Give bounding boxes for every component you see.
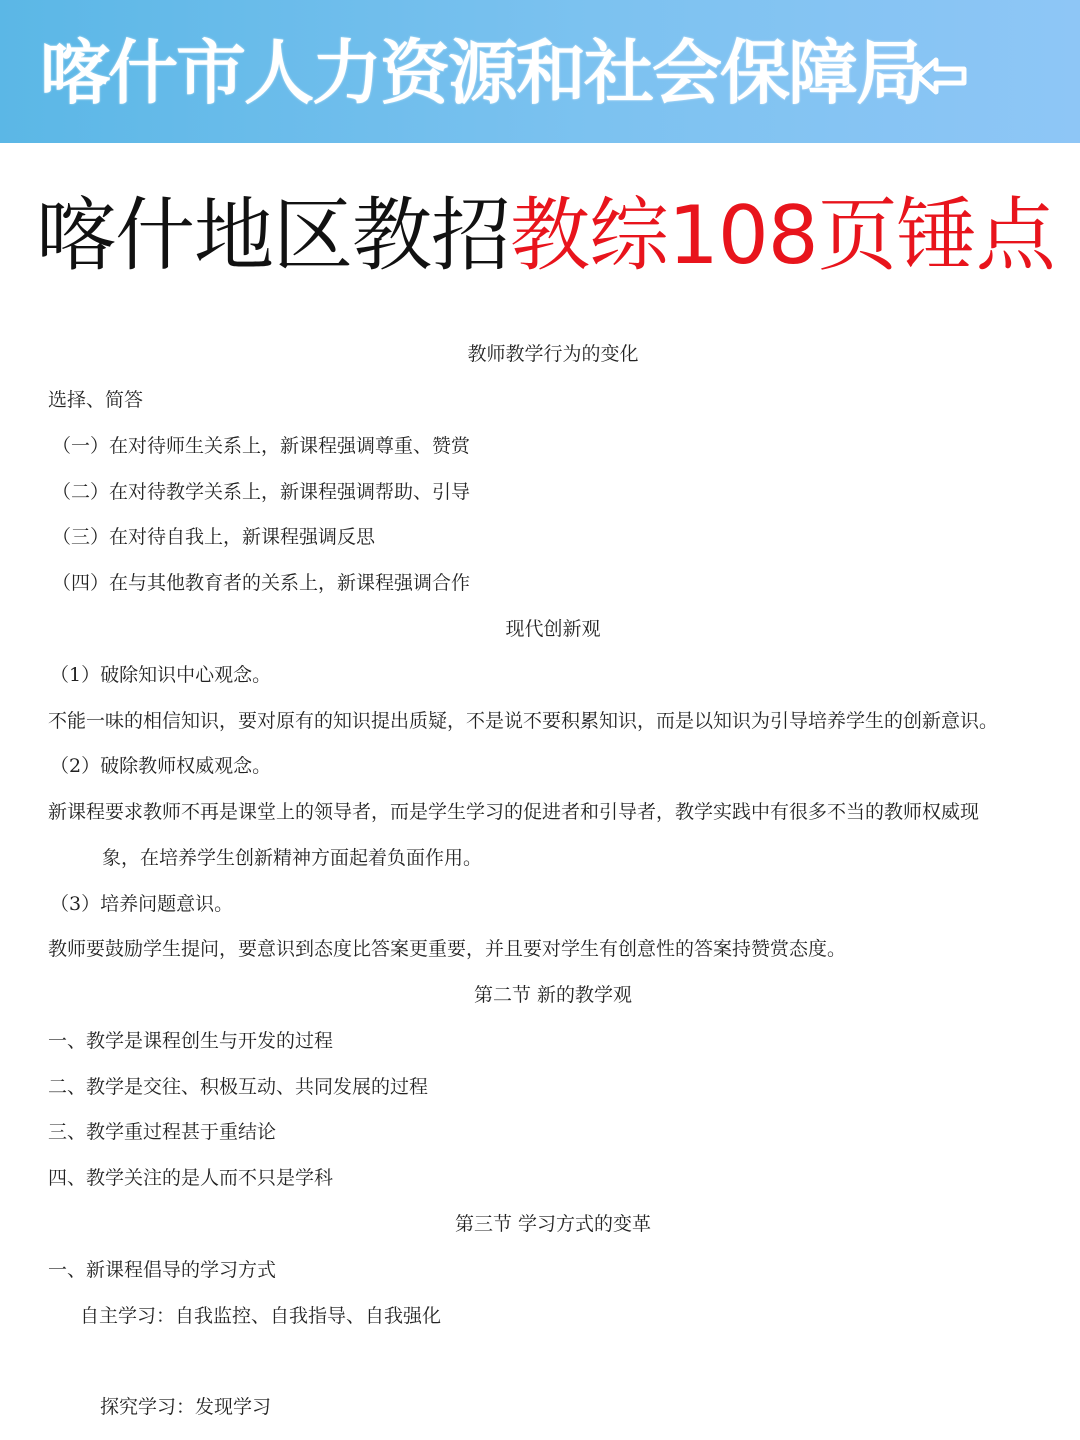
section-heading: 现代创新观 <box>505 618 601 640</box>
point-title: （3）培养问题意识。 <box>50 893 234 915</box>
paragraph: 教师要鼓励学生提问，要意识到态度比答案更重要，并且要对学生有创意性的答案持赞赏态度。 <box>48 938 847 960</box>
headline <box>36 186 1055 286</box>
headline-black: 喀什地区教招 <box>36 189 510 282</box>
banner-title: 喀什市人力资源和社会保障局 <box>40 32 924 114</box>
list-item: 一、新课程倡导的学习方式 <box>48 1259 277 1281</box>
paragraph: 不能一味的相信知识，要对原有的知识提出质疑，不是说不要积累知识，而是以知识为引导培养学生的创新意识。 <box>48 710 999 732</box>
list-item: 一、教学是课程创生与开发的过程 <box>48 1030 334 1052</box>
list-item: （二）在对待教学关系上，新课程强调帮助、引导 <box>52 481 471 503</box>
list-item: 三、教学重过程甚于重结论 <box>48 1121 277 1143</box>
list-item: 四、教学关注的是人而不只是学科 <box>48 1167 334 1189</box>
paragraph-continued: 象，在培养学生创新精神方面起着负面作用。 <box>102 847 483 869</box>
section-heading: 教师教学行为的变化 <box>467 343 639 365</box>
list-item: （四）在与其他教育者的关系上，新课程强调合作 <box>52 572 471 594</box>
banner <box>0 0 1080 143</box>
section-heading: 第三节 学习方式的变革 <box>454 1213 652 1235</box>
section-heading: 第二节 新的教学观 <box>473 984 633 1006</box>
list-item: （一）在对待师生关系上，新课程强调尊重、赞赏 <box>52 435 471 457</box>
list-item: 二、教学是交往、积极互动、共同发展的过程 <box>48 1076 429 1098</box>
point-title: （1）破除知识中心观念。 <box>50 664 272 686</box>
sub-item: 自主学习：自我监控、自我指导、自我强化 <box>80 1305 442 1327</box>
headline-red: 教综108页锤点 <box>510 189 1055 282</box>
point-title: （2）破除教师权威观念。 <box>50 755 272 777</box>
list-item: （三）在对待自我上，新课程强调反思 <box>52 526 376 548</box>
sub-item: 探究学习：发现学习 <box>100 1396 272 1418</box>
arrow-left-icon <box>912 46 972 106</box>
paragraph: 新课程要求教师不再是课堂上的领导者，而是学生学习的促进者和引导者，教学实践中有很多不当的教师权威现 <box>48 801 980 823</box>
question-type: 选择、简答 <box>48 389 144 411</box>
